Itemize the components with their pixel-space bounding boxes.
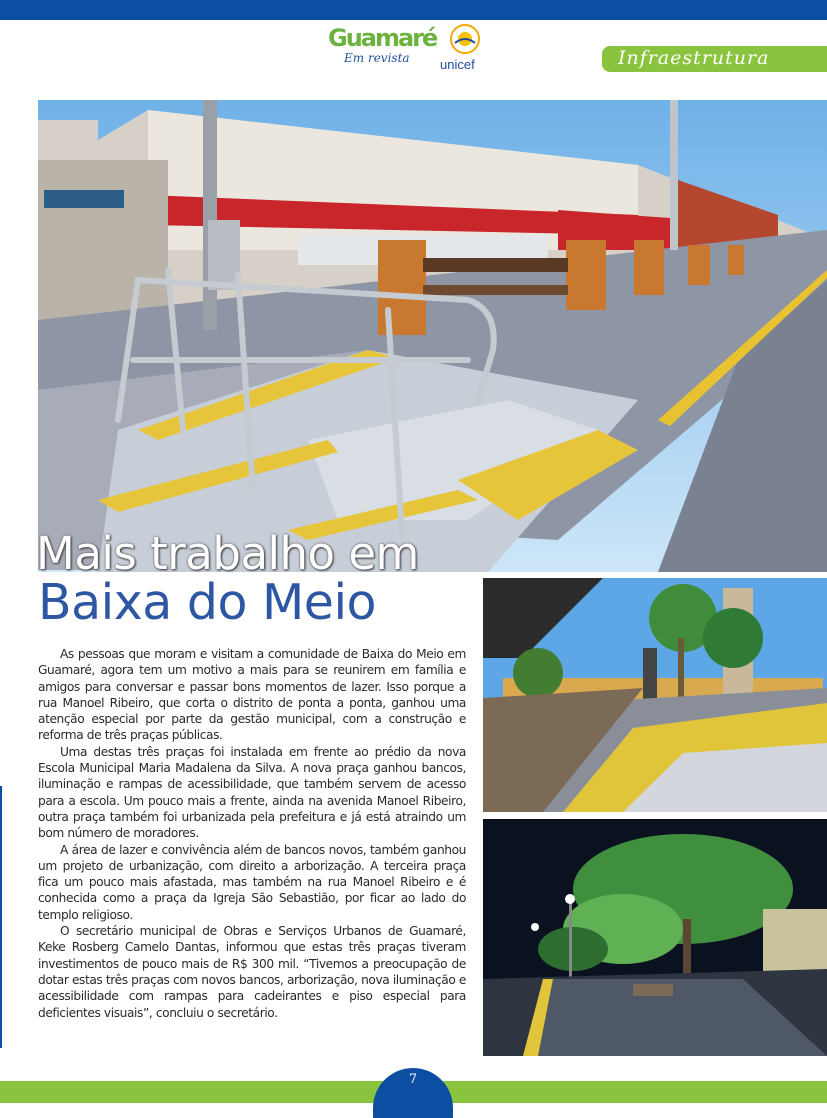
top-blue-bar — [0, 0, 827, 20]
logo-tagline: Em revista — [344, 51, 410, 65]
headline-line2: Baixa do Meio — [38, 574, 377, 631]
paragraph: As pessoas que moram e visitam a comunidade de Baixa do Meio em Guamaré, agora tem um motivo a mais para se reunirem em família e amigos para conversar e passar bons momentos de lazer. Isso porque a rua Manoel Ribeiro, que corta o distrito de ponta a ponta, ganhou uma atenção especial por parte da gestão municipal, com a construção e reforma de três praças públicas. — [38, 647, 466, 743]
section-label: Infraestrutura — [618, 47, 770, 69]
guamare-logo — [328, 24, 437, 74]
unicef-wordmark: unicef — [440, 57, 475, 72]
photo-plaza-day — [483, 578, 827, 812]
paragraph: O secretário municipal de Obras e Serviços Urbanos de Guamaré, Keke Rosberg Camelo Dantas, informou que estas três praças tiveram investimentos de pouco mais de R$ 300 mil. “Tivemos a preocupação de dotar estas três praças com novos bancos, arborização, nova iluminação e acessibilidade com rampas para cadeirantes e piso especial para deficientes visuais”, concluiu o secretário. — [38, 924, 466, 1020]
page-number: 7 — [408, 1072, 418, 1087]
paragraph: A área de lazer e convivência além de bancos novos, também ganhou um projeto de urbanização, com direito a arborização. A terceira praça fica um pouco mais afastada, mas também na rua Manoel Ribeiro e é conhecida como a praça da Igreja São Sebastião, por ficar ao lado do templo religioso. — [38, 842, 466, 922]
main-photo-school-ramp — [38, 100, 827, 572]
headline-line1: Mais trabalho em — [36, 527, 419, 580]
logo-main-text: Guamaré — [328, 24, 437, 52]
article-body — [38, 646, 466, 1021]
sun-seal-icon — [449, 23, 481, 55]
unicef-seal-logo — [438, 23, 492, 73]
section-tab — [602, 46, 827, 72]
paragraph: Uma destas três praças foi instalada em frente ao prédio da nova Escola Municipal Maria Madalena da Silva. A nova praça ganhou bancos, iluminação e rampas de acessibilidade, que também servem de acesso para a escola. Um pouco mais a frente, ainda na avenida Manoel Ribeiro, outra praça também foi urbanizada pela prefeitura e já está atraindo um bom número de moradores. — [38, 744, 466, 841]
photo-plaza-night — [483, 819, 827, 1056]
left-margin-rule — [0, 786, 2, 1048]
